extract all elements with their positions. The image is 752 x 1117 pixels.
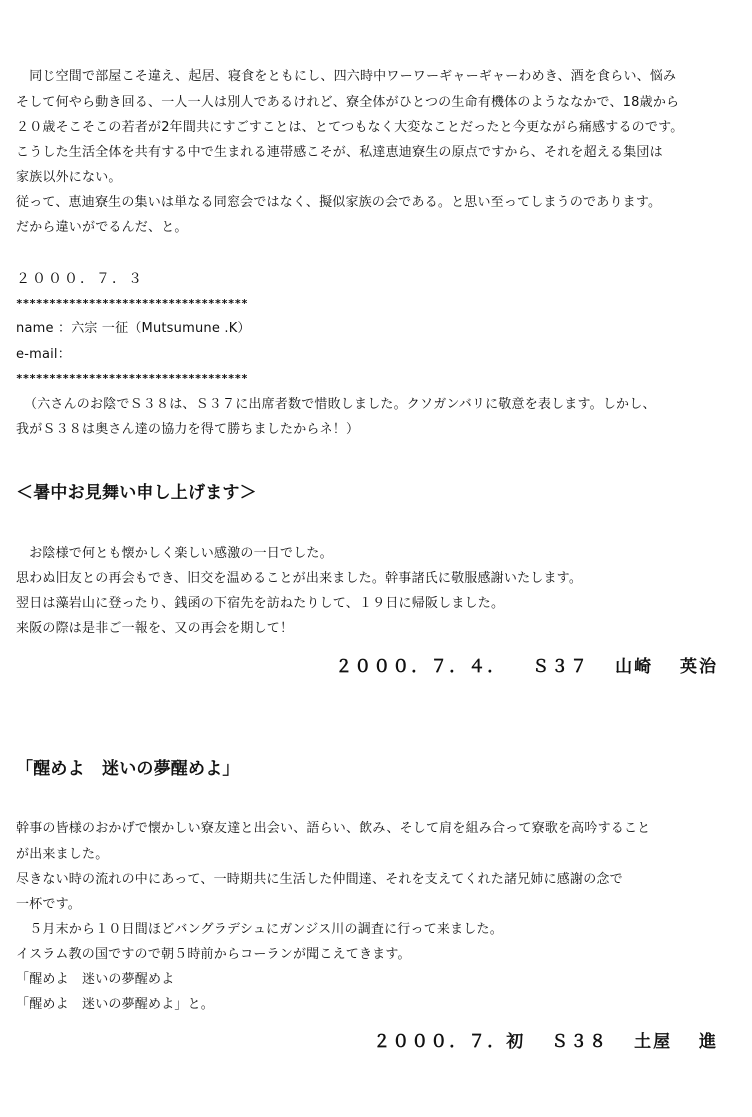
separator-stars: *********************************** bbox=[16, 372, 248, 385]
signature bbox=[373, 1030, 718, 1054]
text-line: イスラム教の国ですので朝５時前からコーランが聞こえてきます。 bbox=[16, 947, 411, 962]
signature-date: ２０００．７．４． bbox=[335, 657, 507, 677]
note-line: 我がＳ３８は奥さん達の協力を得て勝ちましたからネ！） bbox=[16, 422, 360, 437]
signature bbox=[335, 655, 718, 679]
text-line: 「醒めよ 迷いの夢醒めよ」と。 bbox=[16, 997, 215, 1012]
text-line: 家族以外にない。 bbox=[16, 170, 122, 185]
text-line: 来阪の際は是非ご一報を、又の再会を期して！ bbox=[16, 621, 294, 636]
text-line: 従って、恵迪寮生の集いは単なる同窓会ではなく、擬似家族の会である。と思い至ってしまうのであります。 bbox=[16, 195, 662, 210]
text-line: 尽きない時の流れの中にあって、一時期共に生活した仲間達、それを支えてくれた諸兄姉に感謝の念で bbox=[16, 872, 623, 887]
signature-class: Ｓ３８ bbox=[551, 1032, 609, 1052]
signature-date: ２０００．７．初 bbox=[373, 1032, 526, 1052]
section-heading: ＜暑中お見舞い申し上げます＞ bbox=[16, 483, 257, 503]
signature-name: 土屋 進 bbox=[634, 1032, 718, 1052]
author-name-line: name ：六宗 一征（Mutsumune .K） bbox=[16, 321, 251, 336]
text-line: お陰様で何とも懐かしく楽しい感激の一日でした。 bbox=[16, 546, 333, 561]
text-line: だから違いがでるんだ、と。 bbox=[16, 220, 188, 235]
text-line: そして何やら動き回る、一人一人は別人であるけれど、寮全体がひとつの生命有機体のようななかで、18歳から bbox=[16, 95, 680, 110]
text-line: 「醒めよ 迷いの夢醒めよ bbox=[16, 972, 175, 987]
section-heading: 「醒めよ 迷いの夢醒めよ」 bbox=[16, 759, 240, 779]
text-line: 同じ空間で部屋こそ違え、起居、寝食をともにし、四六時中ワーワーギャーギャーわめき、酒を食らい、悩み bbox=[16, 69, 677, 84]
email-line: e-mail： bbox=[16, 347, 71, 362]
signature-name: 山崎 英治 bbox=[615, 657, 718, 677]
text-line: 翌日は藻岩山に登ったり、銭函の下宿先を訪ねたりして、１９日に帰阪しました。 bbox=[16, 596, 505, 611]
text-line: こうした生活全体を共有する中で生まれる連帯感こそが、私達恵迪寮生の原点ですから、それを超える集団は bbox=[16, 145, 663, 160]
text-line: が出来ました。 bbox=[16, 847, 109, 862]
separator-stars: *********************************** bbox=[16, 297, 248, 310]
text-line: ２０歳そこそこの若者が2年間共にすごすことは、とてつもなく大変なことだったと今更ながら痛感するのです。 bbox=[16, 120, 684, 135]
signature-class: Ｓ３７ bbox=[532, 657, 590, 677]
text-line: 思わぬ旧友との再会もでき、旧交を温めることが出来ました。幹事諸氏に敬服感謝いたします。 bbox=[16, 571, 583, 586]
note-line: （六さんのお陰でＳ３８は、Ｓ３７に出席者数で惜敗しました。クソガンバリに敬意を表します。しかし、 bbox=[24, 397, 656, 412]
text-line: 一杯です。 bbox=[16, 897, 81, 912]
text-line: ５月末から１０日間ほどバングラデシュにガンジス川の調査に行って来ました。 bbox=[16, 922, 503, 937]
entry-date: ２０００．７．３ bbox=[16, 271, 144, 287]
text-line: 幹事の皆様のおかげで懐かしい寮友達と出会い、語らい、飲み、そして肩を組み合って寮歌を高吟すること bbox=[16, 821, 651, 836]
